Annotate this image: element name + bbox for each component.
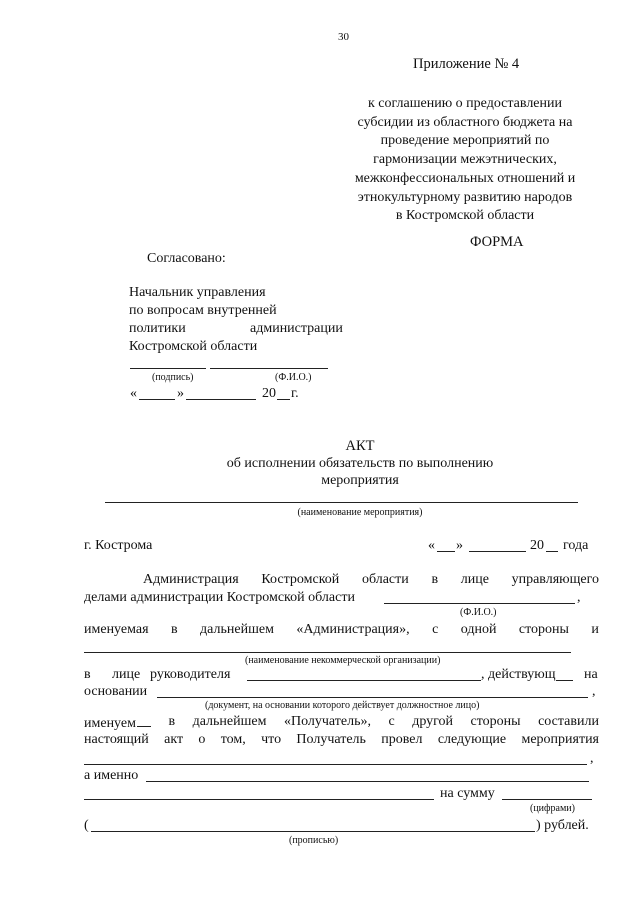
appendix-line: субсидии из областного бюджета на (357, 114, 573, 130)
year-prefix: 20 (262, 386, 276, 401)
organization-caption: (наименование некоммерческой организации) (245, 655, 441, 666)
appendix-line: гармонизации межэтнических, (373, 152, 557, 168)
word: акт (164, 732, 184, 747)
month-blank (186, 399, 256, 400)
word: Получатель (296, 732, 366, 747)
appendix-line: к соглашению о предоставлении (368, 96, 562, 111)
appendix-line: этнокультурному развитию народов (357, 189, 573, 205)
event-name-caption: (наименование мероприятия) (297, 507, 423, 518)
word: мероприятия (521, 732, 599, 747)
word: что (261, 732, 282, 747)
year-blank (546, 551, 558, 552)
appendix-line: межконфессиональных отношений и (354, 170, 576, 186)
page-number: 30 (338, 31, 349, 43)
word: области (361, 572, 409, 587)
word: в (168, 714, 176, 729)
appendix-description (330, 95, 600, 226)
word: в (431, 572, 439, 587)
word: Костромской (261, 572, 340, 587)
position-line: политики (129, 321, 186, 336)
description-line (84, 799, 434, 800)
year-prefix: 20 (530, 538, 544, 553)
paragraph-line (143, 572, 599, 588)
word: «Администрация», (296, 622, 410, 637)
word: лице (112, 667, 141, 682)
namely-line (146, 781, 589, 782)
word: настоящий (84, 732, 149, 747)
form-label: ФОРМА (470, 234, 524, 250)
word: «Получатель», (283, 714, 371, 729)
year-suffix: года (563, 538, 589, 553)
paragraph-line (84, 714, 599, 732)
word: одной (460, 622, 497, 637)
city: г. Кострома (84, 538, 153, 553)
date-close-quote: » (456, 538, 463, 553)
year-blank (277, 399, 290, 400)
position-line: Костромской области (129, 339, 258, 354)
sum-digits-line (502, 799, 592, 800)
position-line: администрации (250, 321, 343, 336)
organization-line (84, 652, 571, 653)
word: в (170, 622, 178, 637)
word: Администрация (143, 572, 239, 587)
date-close-quote: » (177, 386, 184, 401)
ending-blank (137, 714, 151, 727)
comma: , (592, 684, 596, 699)
day-blank (437, 551, 455, 552)
rubles-label: ) рублей. (536, 818, 589, 833)
open-paren: ( (84, 818, 89, 833)
appendix-title: Приложение № 4 (413, 56, 520, 72)
word: о (198, 732, 206, 747)
word: лице (460, 572, 489, 587)
position-line: Начальник управления (129, 285, 266, 300)
word: управляющего (511, 572, 599, 587)
year-suffix: г. (291, 386, 299, 401)
word: именуемая (84, 622, 149, 637)
ending-blank (556, 680, 573, 681)
comma: , (577, 590, 581, 605)
paragraph-line (84, 622, 599, 638)
word: , действующ (481, 667, 556, 682)
word: с (432, 622, 439, 637)
fio-line (210, 368, 328, 369)
word: на (584, 667, 598, 682)
basis-document-caption: (документ, на основании которого действует должностное лицо) (205, 700, 480, 711)
word: руководителя (150, 667, 231, 682)
event-name-line (105, 502, 578, 503)
word: в (84, 667, 91, 682)
day-blank (139, 399, 175, 400)
month-blank (469, 551, 526, 552)
appendix-line: проведение мероприятий по (380, 133, 550, 149)
namely-label: а именно (84, 768, 139, 783)
word: следующие (437, 732, 507, 747)
word: составили (538, 714, 599, 729)
position-line: по вопросам внутренней (129, 303, 277, 318)
fio-caption: (Ф.И.О.) (275, 372, 312, 383)
appendix-line: в Костромской области (395, 208, 535, 224)
paragraph-line (84, 732, 599, 748)
word: дальнейшем (192, 714, 267, 729)
word: основании (84, 684, 148, 699)
word: именуем (84, 714, 151, 732)
sum-label: на сумму (440, 786, 495, 801)
events-line (84, 764, 587, 765)
paragraph-line: делами администрации Костромской области (84, 590, 355, 605)
fio-blank (384, 603, 575, 604)
word: и (591, 622, 599, 637)
basis-document-line (157, 697, 588, 698)
signature-line (130, 368, 206, 369)
word: провел (381, 732, 423, 747)
act-title: АКТ (345, 438, 375, 454)
digits-caption: (цифрами) (530, 803, 575, 814)
date-open-quote: « (428, 538, 435, 553)
signature-caption: (подпись) (152, 372, 194, 383)
fio-caption: (Ф.И.О.) (460, 607, 497, 618)
word: дальнейшем (200, 622, 274, 637)
comma: , (590, 751, 594, 766)
word: том, (220, 732, 246, 747)
words-caption: (прописью) (289, 835, 339, 846)
act-subtitle: мероприятия (321, 473, 399, 488)
sum-words-line (91, 831, 535, 832)
word: стороны (470, 714, 521, 729)
agreed-label: Согласовано: (147, 251, 226, 266)
date-open-quote: « (130, 386, 137, 401)
act-subtitle: об исполнении обязательств по выполнению (226, 456, 494, 471)
word: другой (412, 714, 454, 729)
word: стороны (518, 622, 569, 637)
head-name-blank (247, 680, 481, 681)
word: с (388, 714, 395, 729)
